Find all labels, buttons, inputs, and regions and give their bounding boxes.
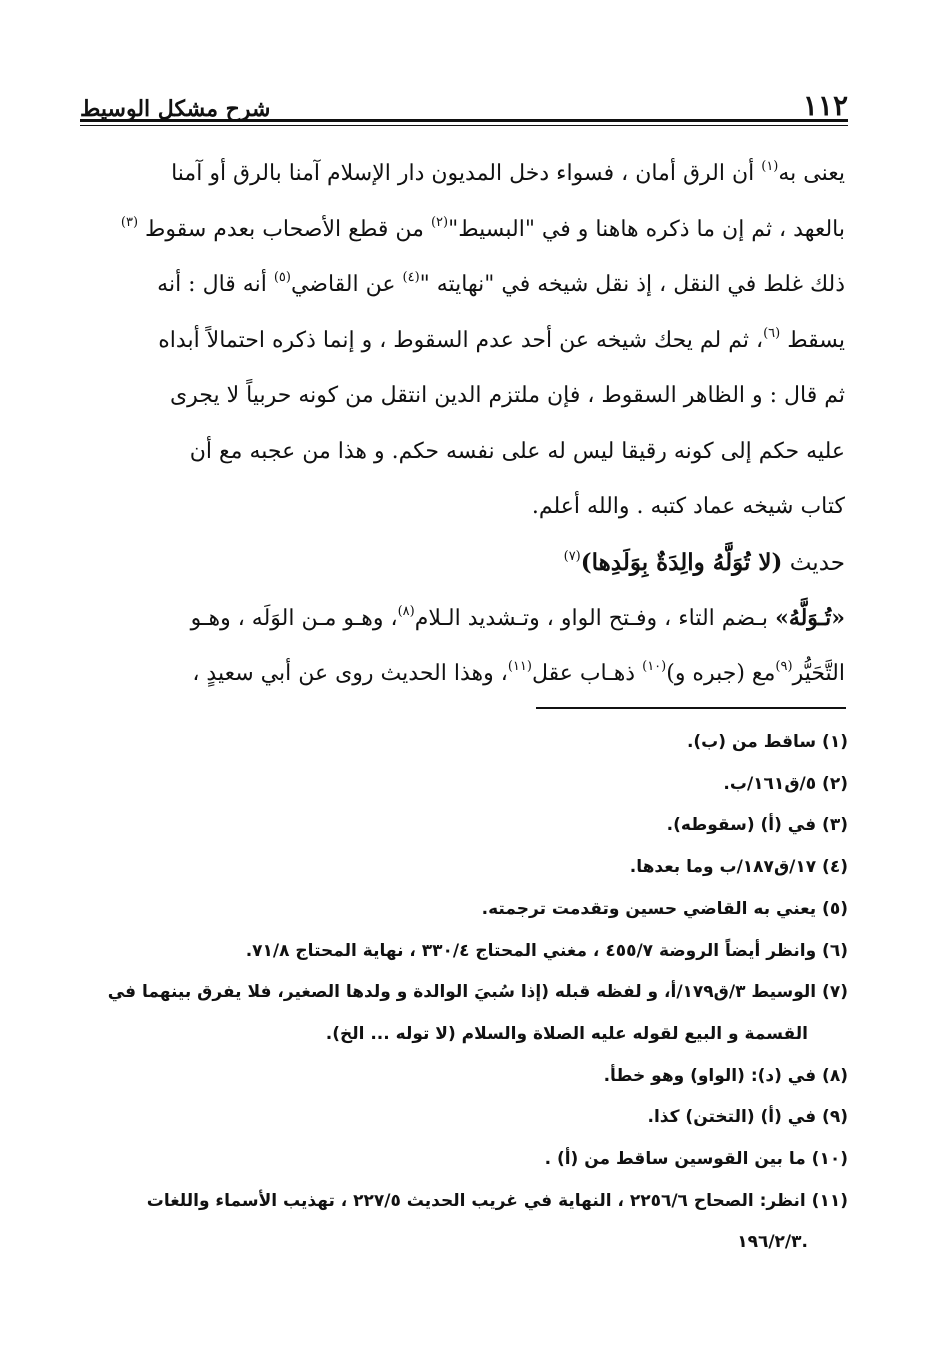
footnote: (١١) انظر: الصحاح ٢٢٥٦/٦ ، النهاية في غريب الحديث ٢٢٧/٥ ، تهذيب الأسماء واللغات xyxy=(146,1190,848,1211)
main-text xyxy=(80,146,845,702)
headword: «تُـوَلَّهُ» xyxy=(775,604,845,631)
header-rule xyxy=(80,119,848,126)
text-line: «تُـوَلَّهُ» بـضم التاء ، وفـتح الواو ، وتـشديد الـلام$^{(٨)}$، وهـو مـن الوَلَه ، وهـو xyxy=(190,603,845,631)
footnote-ref: (٩) xyxy=(775,659,793,674)
text-line: كتاب شيخه عماد كتبه . والله أعلم. xyxy=(531,494,845,519)
footnote-ref: (٤) xyxy=(402,270,420,285)
text-line: بالعهد ، ثم إن ما ذكره هاهنا و في "البسيط"$^{(٢)}$ من قطع الأصحاب بعدم سقوط $^{(٣)}$ xyxy=(120,214,845,242)
footnote: (٨) في (د): (الواو) وهو خطأ. xyxy=(603,1065,848,1086)
footnote-ref: (٧) xyxy=(563,548,581,564)
text-line: ذلك غلط في النقل ، إذ نقل شيخه في "نهايته "$^{(٤)}$ عن القاضي$^{(٥)}$ أنه قال : أنه xyxy=(157,270,845,297)
footnote: (٥) يعني به القاضي حسين وتقدمت ترجمته. xyxy=(481,898,848,919)
page-number: ١١٢ xyxy=(802,89,848,122)
running-title: شرح مشكل الوسيط xyxy=(80,96,271,122)
footnote: (١) ساقط من (ب). xyxy=(686,732,848,752)
footnote-separator xyxy=(536,707,846,709)
footnotes xyxy=(70,722,848,1264)
footnote: (٢) ٥/ق١٦١/ب. xyxy=(723,773,848,794)
text-line: ثم قال : و الظاهر السقوط ، فإن ملتزم الدين انتقل من كونه حربياً لا يجرى xyxy=(169,383,845,408)
text-line: التَّحَيُّر$^{(٩)}$مع (جبره و)$^{(١٠)}$ ذهـاب عقل$^{(١١)}$، وهذا الحديث روى عن أبي سعيدٍ ، xyxy=(192,659,845,686)
paragraph xyxy=(80,146,845,535)
footnote: (٣) في (أ) (سقوطه). xyxy=(666,815,848,836)
footnote: (٧) الوسيط ٣/ق١٧٩/أ، و لفظه قبله (إذا سُبيَ الوالدة و ولدها الصغير، فلا يفرق بينهما في xyxy=(107,982,848,1003)
paragraph xyxy=(80,591,845,702)
text-line: يعنى به$^{(١)}$ أن الرق أمان ، فسواء دخل المديون دار الإسلام آمنا بالرق أو آمنا xyxy=(171,159,845,186)
footnote: (٩) في (أ) (التختن) كذا. xyxy=(647,1107,848,1128)
footnote-continuation: .١٩٦/٢/٣ xyxy=(737,1232,808,1253)
footnote-ref: (٦) xyxy=(763,325,781,341)
text-line: يسقط $^{(٦)}$، ثم لم يحك شيخه عن أحد عدم السقوط ، و إنما ذكره احتمالاً أبداه xyxy=(158,325,845,353)
footnote: (٦) وانظر أيضاً الروضة ٤٥٥/٧ ، مغني المحتاج ٣٣٠/٤ ، نهاية المحتاج ٧١/٨. xyxy=(245,940,848,961)
footnote-ref: (٥) xyxy=(273,270,291,285)
footnote-ref: (٣) xyxy=(120,214,139,230)
running-header xyxy=(80,80,848,120)
footnote-continuation: القسمة و البيع لقوله عليه الصلاة والسلام (لا توله ... الخ). xyxy=(325,1023,808,1044)
footnote-ref: (١١) xyxy=(507,659,532,674)
hadith-text: (لا تُوَلَّهُ والِدَةٌ بِوَلَدِها) xyxy=(580,548,783,576)
footnote: (١٠) ما بين القوسين ساقط من (أ) . xyxy=(544,1149,848,1170)
hadith-heading: حديث (لا تُوَلَّهُ والِدَةٌ بِوَلَدِها)$^{(٧)}$ xyxy=(563,548,845,576)
footnote-ref: (١٠) xyxy=(642,659,667,674)
footnote-ref: (١) xyxy=(761,159,779,174)
text-line: عليه حكم إلى كونه رقيقا ليس له على نفسه حكم. و هذا من عجبه مع أن xyxy=(189,438,845,464)
footnote: (٤) ١٧/ق١٨٧/ب وما بعدها. xyxy=(629,857,848,878)
footnote-ref: (٢) xyxy=(430,214,449,230)
footnote-ref: (٨) xyxy=(397,603,415,619)
